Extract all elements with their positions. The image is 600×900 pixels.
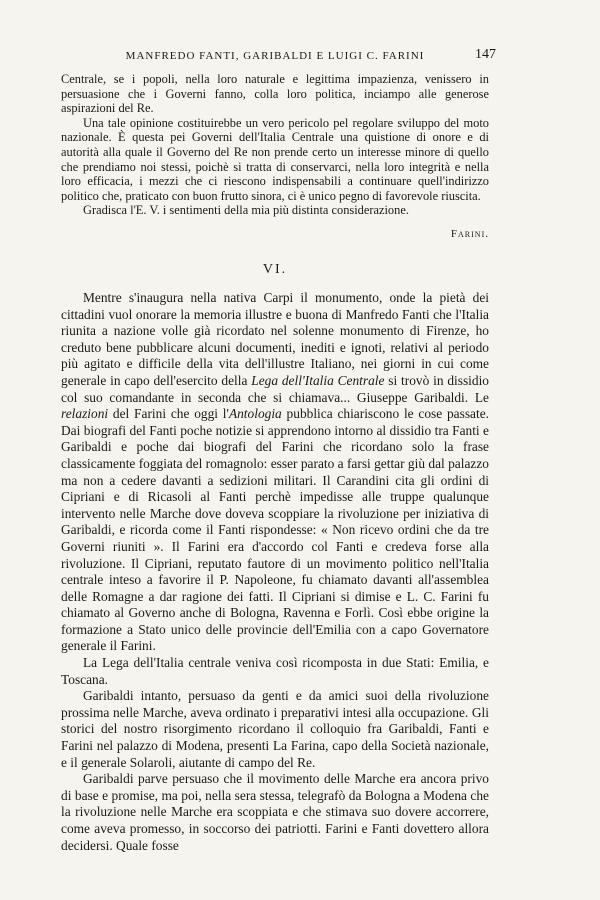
body-paragraph: Garibaldi intanto, persuaso da genti e da amici suoi della rivoluzione prossima nelle Marche, aveva ordinato i preparativi intesi alla occupazione. Gli storici del nostro risorgimento ricordano il colloquio fra Garibaldi, Fanti e Farini nel palazzo di Modena, presenti La Farina, capo della Società nazionale, e il generale Solaroli, aiutante di campo del Re. xyxy=(61,688,489,770)
running-head: MANFREDO FANTI, GARIBALDI E LUIGI C. FARINI xyxy=(125,50,425,62)
page-number: 147 xyxy=(475,47,496,62)
letter-continuation xyxy=(61,72,489,242)
letter-paragraph: Una tale opinione costituirebbe un vero pericolo pel regolare sviluppo del moto nazionale. È questa pei Governi dell'Italia Centrale una quistione di onore e di autorità alla quale il Governo del Re non prende certo un interesse minore di quello che prendiamo noi stessi, poichè si tratta di conservarci, nella loro integrità e nella loro efficacia, i mezzi che ci riescono indispensabili a continuare quell'indirizzo politico che, praticato con buon frutto sinora, ci è unico pegno di favorevole riuscita. xyxy=(61,115,489,203)
text-run: si trovò in dissidio col suo comandante in seconda che si chiamava... Giuseppe Garibaldi. Le xyxy=(61,372,489,405)
body-paragraph: Garibaldi parve persuaso che il movimento delle Marche era ancora privo di base e promise, ma poi, nella sera stessa, telegrafò da Bologna a Modena che la rivoluzione nelle Marche era scoppiata e che stimava suo dovere accorrere, come aveva promesso, in soccorso dei patriotti. Farini e Fanti dovettero allora decidersi. Quale fosse xyxy=(61,771,489,853)
italic-title: Lega dell'Italia Centrale xyxy=(251,372,385,388)
section-body xyxy=(61,290,489,854)
section-heading: VI. xyxy=(262,262,288,277)
italic-title: Antologia xyxy=(228,406,282,422)
text-run: Mentre s'inaugura nella nativa Carpi il monumento, onde la pietà dei cittadini vuol onorare la memoria illustre e buona di Manfredo Fanti che l'Italia riunita a nazione volle già ricordato nel solenne monumento di Firenze, ho creduto bene pubblicare alcuni documenti, inediti e ignoti, relativi al periodo più agitato e difficile della vita dell'illustre Italiano, nei giorni in cui come generale in capo dell'esercito della xyxy=(61,290,489,388)
letter-signature: Farini. xyxy=(450,227,489,240)
body-paragraph: La Lega dell'Italia centrale veniva così ricomposta in due Stati: Emilia, e Toscana. xyxy=(61,655,489,687)
letter-paragraph: Centrale, se i popoli, nella loro naturale e legittima impazienza, venissero in persuasione che i Governi fanno, colla loro politica, inciampo alle generose aspirazioni del Re. xyxy=(61,72,489,116)
body-paragraph xyxy=(61,290,489,655)
text-run: del Farini che oggi l' xyxy=(108,406,229,422)
italic-word: relazioni xyxy=(61,406,109,422)
text-run: pubblica chiariscono le cose passate. Dai biografi del Fanti poche notizie si apprendono intorno al dissidio tra Fanti e Garibaldi e poche dai biografi del Farini che ricordano solo la frase classicamente foggiata del romagnolo: esser parato a farsi gettar giù dal palazzo ma non a cedere davanti a sedizioni militari. Il Carandini cita gli ordini di Cipriani e di Ricasoli al Fanti perchè impedisse alle truppe qualunque intervento nelle Marche dove doveva scoppiare la rivoluzione per iniziativa di Garibaldi, e ricorda come il Fanti rispondesse: « Non ricevo ordini che da tre Governi riuniti ». Il Farini era d'accordo col Fanti e credeva forse alla rivoluzione. Il Cipriani, reputato fautore di un movimento politico nell'Italia centrale inteso a favorire il P. Napoleone, fu chiamato davanti all'assemblea delle Romagne a dar ragione dei fatti. Il Cipriani si dimise e L. C. Farini fu chiamato al Governo anche di Bologna, Ravenna e Forlì. Così ebbe origine la formazione a Stato unico delle provincie dell'Emilia con a capo Governatore generale il Farini. xyxy=(61,406,490,654)
letter-closing: Gradisca l'E. V. i sentimenti della mia più distinta considerazione. xyxy=(83,203,409,218)
